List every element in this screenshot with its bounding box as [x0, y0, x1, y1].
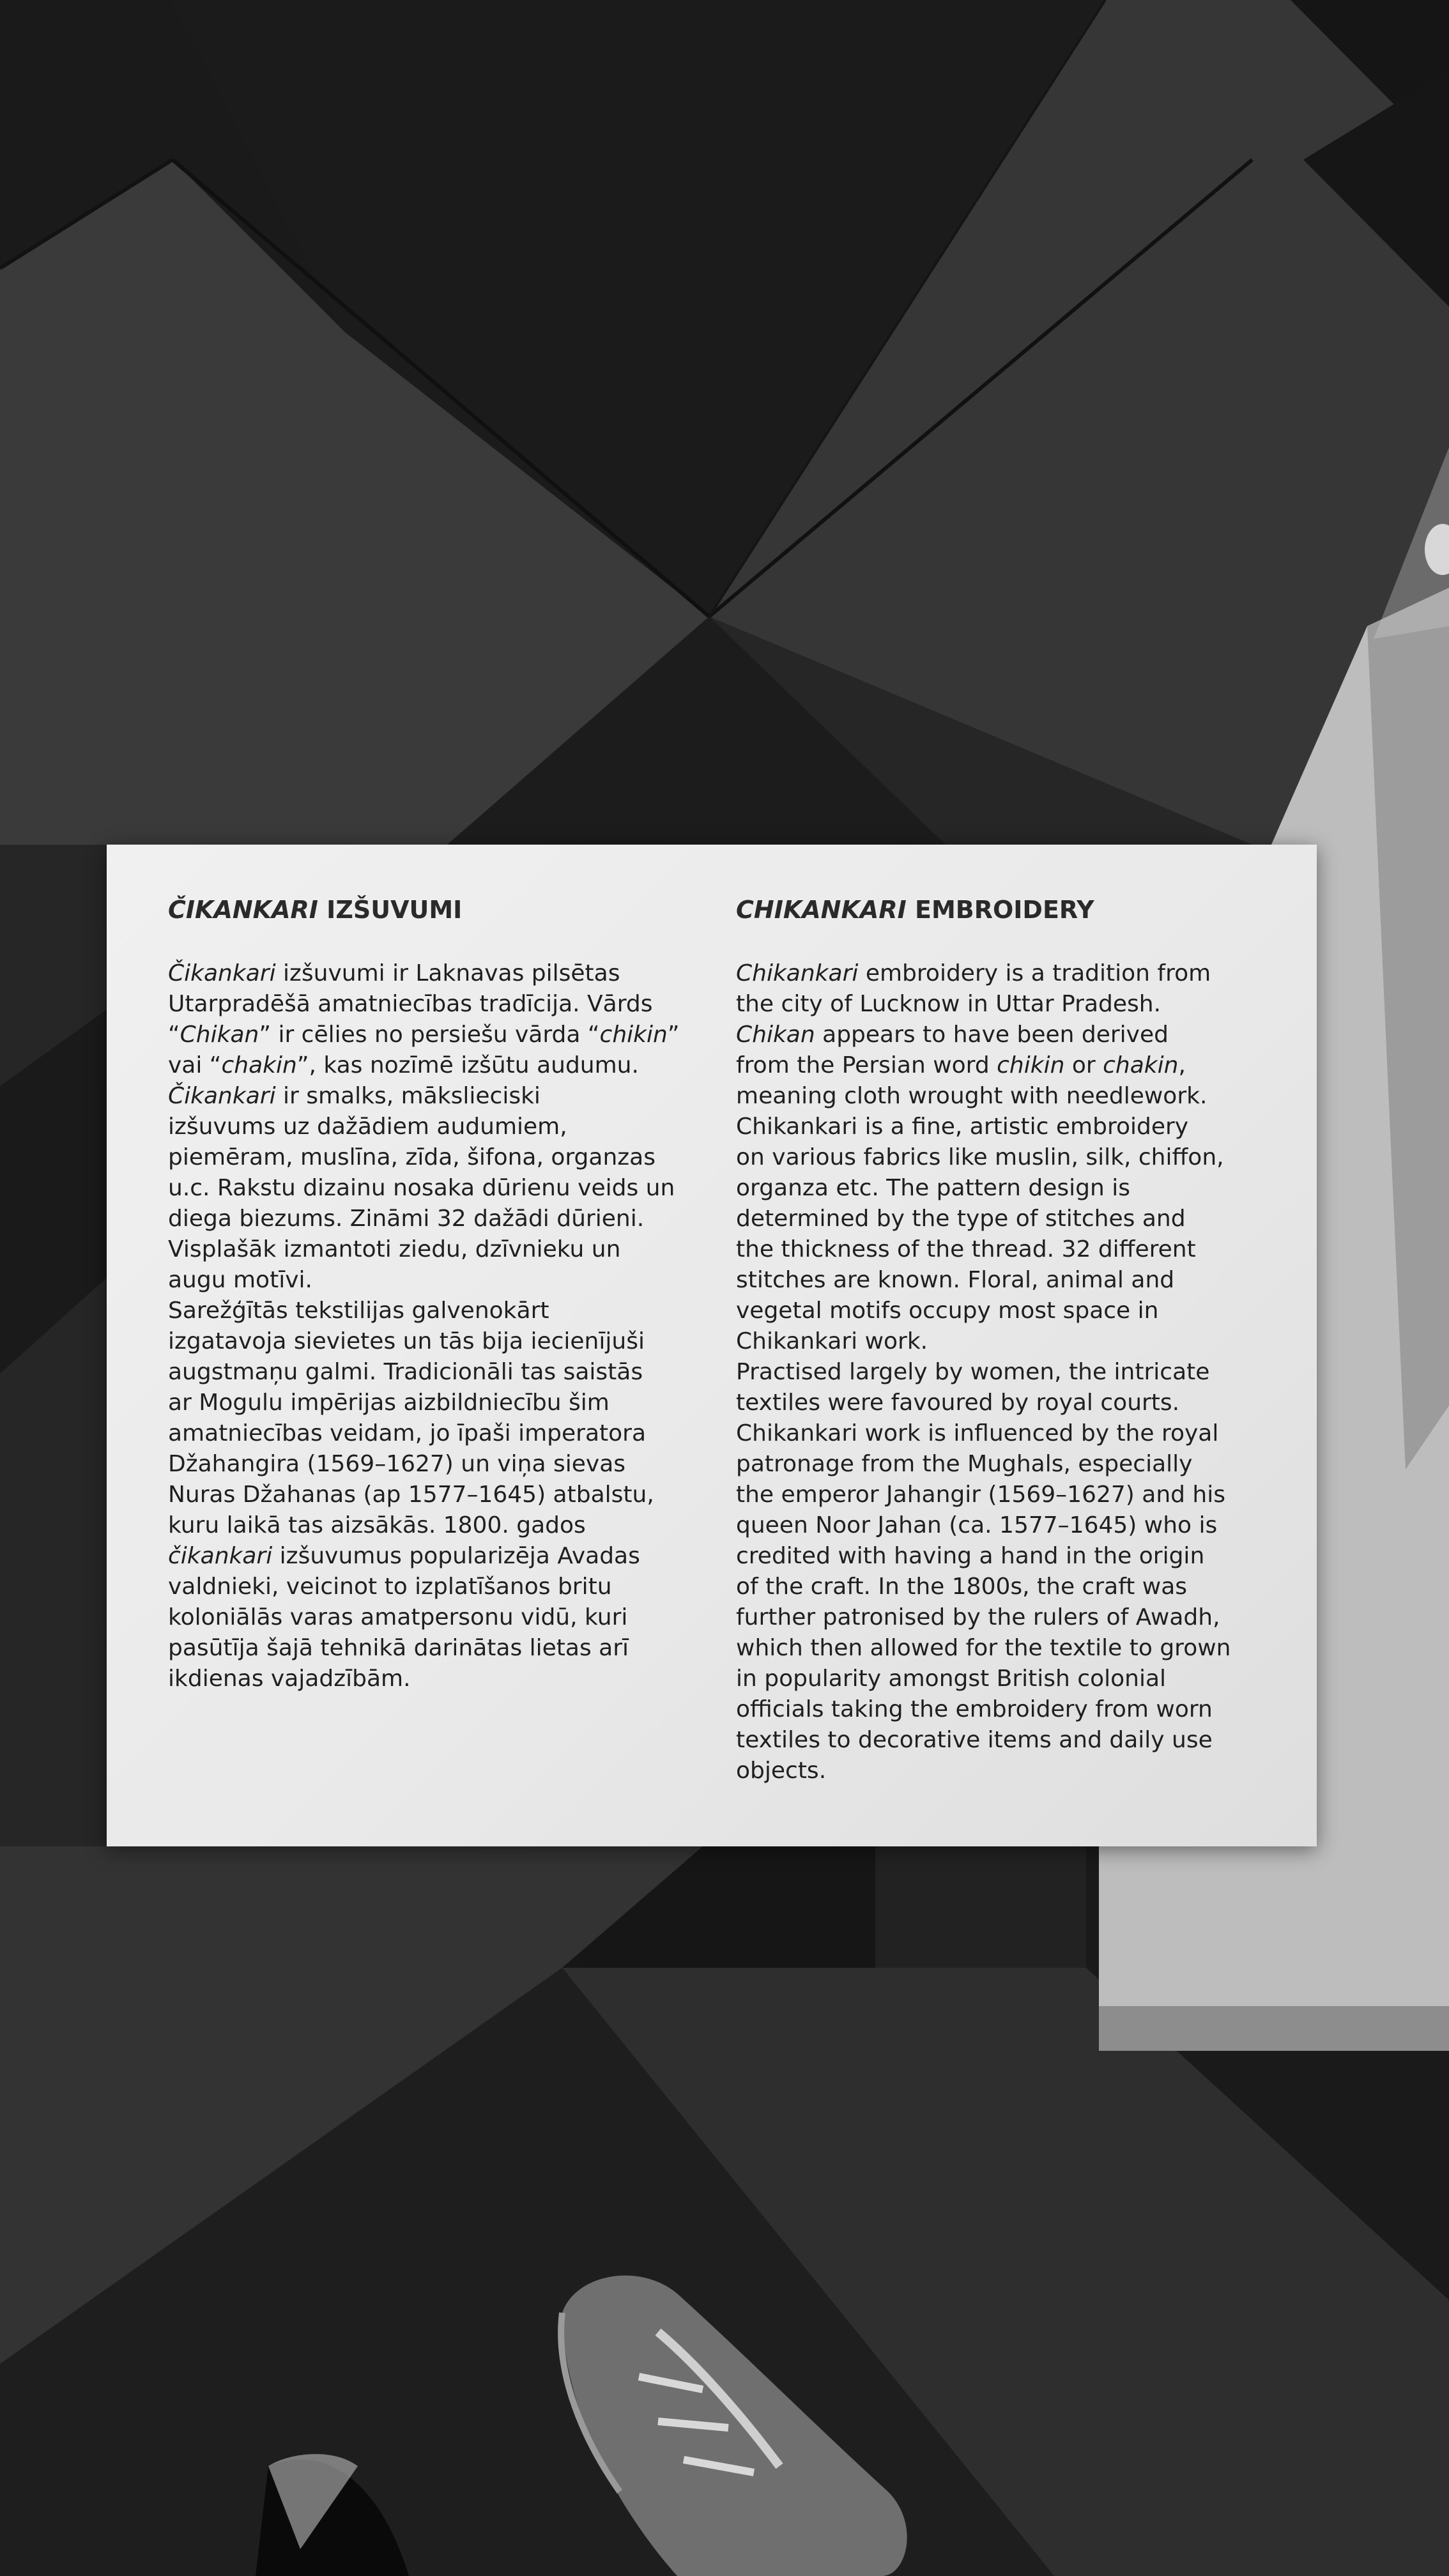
english-text-line — [736, 1265, 1230, 1296]
latvian-heading-rest: IZŠUVUMI — [318, 896, 463, 924]
english-text-line — [736, 1173, 1230, 1204]
latvian-text-run: koloniālās varas amatpersonu vidū, kuri — [168, 1604, 628, 1630]
latvian-heading-italic: ČIKANKARI — [168, 896, 318, 924]
latvian-text-run: ”, kas nozīmē izšūtu audumu. — [296, 1052, 639, 1078]
english-text-run: the thickness of the thread. 32 different — [736, 1236, 1196, 1262]
latvian-text-line — [168, 1418, 679, 1449]
latvian-text-line — [168, 1480, 679, 1510]
english-text-run: the city of Lucknow in Uttar Pradesh. — [736, 991, 1162, 1017]
english-text-line — [736, 1480, 1230, 1510]
english-text-line — [736, 1664, 1230, 1694]
english-italic-term: chikin — [997, 1052, 1065, 1078]
latvian-text-line — [168, 1081, 679, 1112]
english-text-run: of the craft. In the 1800s, the craft was — [736, 1574, 1188, 1600]
english-text-run: textiles to decorative items and daily use — [736, 1727, 1213, 1753]
latvian-heading — [168, 894, 462, 925]
latvian-italic-term: chikin — [599, 1022, 668, 1048]
english-text-line — [736, 1572, 1230, 1602]
latvian-italic-term: čikankari — [168, 1543, 273, 1569]
english-text-run: credited with having a hand in the origin — [736, 1543, 1205, 1569]
english-text-line — [736, 1449, 1230, 1480]
english-text-line — [736, 1081, 1230, 1112]
latvian-text-run: kuru laikā tas aizsākās. 1800. gados — [168, 1512, 586, 1538]
latvian-text-run: Nuras Džahanas (ap 1577–1645) atbalstu, — [168, 1482, 654, 1508]
latvian-body-text — [168, 958, 679, 1694]
latvian-italic-term: chakin — [221, 1052, 297, 1078]
latvian-text-run: izšuvumus popularizēja Avadas — [272, 1543, 640, 1569]
latvian-text-line — [168, 1142, 679, 1173]
latvian-text-run: valdnieki, veicinot to izplatīšanos britu — [168, 1574, 612, 1600]
latvian-text-line — [168, 1326, 679, 1357]
latvian-text-line — [168, 989, 679, 1020]
english-text-run: or — [1064, 1052, 1103, 1078]
latvian-text-line — [168, 1234, 679, 1265]
latvian-italic-term: Čikankari — [168, 960, 276, 986]
english-text-run: meaning cloth wrought with needlework. — [736, 1083, 1208, 1109]
latvian-text-run: ” ir cēlies no persiešu vārda “ — [259, 1022, 600, 1048]
latvian-text-line — [168, 1633, 679, 1664]
latvian-text-run: augstmaņu galmi. Tradicionāli tas saistās — [168, 1359, 643, 1385]
english-text-run: , — [1178, 1052, 1186, 1078]
latvian-text-run: ikdienas vajadzībām. — [168, 1666, 411, 1692]
latvian-text-line — [168, 1572, 679, 1602]
english-text-line — [736, 1204, 1230, 1234]
latvian-text-line — [168, 1204, 679, 1234]
english-text-line — [736, 1541, 1230, 1572]
english-text-run: further patronised by the rulers of Awadh, — [736, 1604, 1220, 1630]
english-italic-term: chakin — [1103, 1052, 1179, 1078]
english-text-run: objects. — [736, 1758, 827, 1784]
latvian-italic-term: Čikankari — [168, 1083, 276, 1109]
latvian-text-run: Džahangira (1569–1627) un viņa sievas — [168, 1451, 626, 1477]
english-text-line — [736, 1326, 1230, 1357]
english-text-line — [736, 1050, 1230, 1081]
latvian-text-run: izgatavoja sievietes un tās bija iecienījuši — [168, 1328, 645, 1354]
english-text-line — [736, 1602, 1230, 1633]
latvian-text-line — [168, 958, 679, 989]
latvian-text-line — [168, 1296, 679, 1326]
english-text-run: textiles were favoured by royal courts. — [736, 1390, 1180, 1416]
latvian-text-run: augu motīvi. — [168, 1267, 312, 1293]
latvian-text-line — [168, 1265, 679, 1296]
latvian-text-run: u.c. Rakstu dizainu nosaka dūrienu veids un — [168, 1175, 675, 1201]
english-text-line — [736, 1142, 1230, 1173]
english-text-run: embroidery is a tradition from — [858, 960, 1211, 986]
latvian-text-run: ar Mogulu impērijas aizbildniecību šim — [168, 1390, 610, 1416]
english-heading-italic: CHIKANKARI — [736, 896, 907, 924]
english-italic-term: Chikan — [736, 1022, 815, 1048]
english-text-line — [736, 1388, 1230, 1418]
latvian-text-line — [168, 1388, 679, 1418]
english-italic-term: Chikankari — [736, 960, 859, 986]
latvian-text-run: vai “ — [168, 1052, 222, 1078]
english-text-run: which then allowed for the textile to grown — [736, 1635, 1231, 1661]
latvian-text-run: diega biezums. Zināmi 32 dažādi dūrieni. — [168, 1206, 645, 1232]
latvian-italic-term: Chikan — [180, 1022, 259, 1048]
english-text-line — [736, 958, 1230, 989]
english-text-run: determined by the type of stitches and — [736, 1206, 1186, 1232]
english-text-run: Practised largely by women, the intricate — [736, 1359, 1210, 1385]
english-text-run: Chikankari work is influenced by the royal — [736, 1420, 1219, 1446]
latvian-text-run: amatniecības veidam, jo īpaši imperatora — [168, 1420, 647, 1446]
latvian-text-run: Utarpradēšā amatniecības tradīcija. Vārds — [168, 991, 653, 1017]
latvian-text-line — [168, 1020, 679, 1050]
english-text-run: the emperor Jahangir (1569–1627) and his — [736, 1482, 1226, 1508]
english-text-line — [736, 1510, 1230, 1541]
latvian-text-line — [168, 1050, 679, 1081]
latvian-text-run: ” — [667, 1022, 680, 1048]
latvian-text-run: “ — [168, 1022, 180, 1048]
english-heading — [736, 894, 1094, 925]
latvian-text-line — [168, 1510, 679, 1541]
english-text-run: in popularity amongst British colonial — [736, 1666, 1167, 1692]
english-text-run: Chikankari is a fine, artistic embroidery — [736, 1114, 1189, 1140]
english-text-line — [736, 1418, 1230, 1449]
english-text-run: patronage from the Mughals, especially — [736, 1451, 1193, 1477]
english-text-run: Chikankari work. — [736, 1328, 928, 1354]
latvian-text-line — [168, 1112, 679, 1142]
latvian-text-run: pasūtīja šajā tehnikā darinātas lietas arī — [168, 1635, 629, 1661]
english-text-run: stitches are known. Floral, animal and — [736, 1267, 1175, 1293]
english-text-line — [736, 1112, 1230, 1142]
english-text-run: officials taking the embroidery from worn — [736, 1696, 1213, 1722]
english-text-line — [736, 1357, 1230, 1388]
english-text-line — [736, 989, 1230, 1020]
english-text-line — [736, 1756, 1230, 1786]
exhibit-label-placard — [107, 845, 1317, 1846]
english-text-line — [736, 1234, 1230, 1265]
english-text-run: from the Persian word — [736, 1052, 997, 1078]
latvian-text-run: piemēram, muslīna, zīda, šifona, organzas — [168, 1144, 656, 1170]
english-heading-rest: EMBROIDERY — [906, 896, 1094, 924]
latvian-text-line — [168, 1541, 679, 1572]
english-text-run: organza etc. The pattern design is — [736, 1175, 1131, 1201]
english-text-run: queen Noor Jahan (ca. 1577–1645) who is — [736, 1512, 1218, 1538]
latvian-text-run: izšuvumi ir Laknavas pilsētas — [275, 960, 620, 986]
english-text-run: vegetal motifs occupy most space in — [736, 1298, 1159, 1324]
latvian-text-line — [168, 1449, 679, 1480]
latvian-text-run: Sarežģītās tekstilijas galvenokārt — [168, 1298, 549, 1324]
latvian-text-line — [168, 1602, 679, 1633]
latvian-text-run: ir smalks, mākslieciski — [275, 1083, 540, 1109]
english-text-line — [736, 1020, 1230, 1050]
english-text-line — [736, 1633, 1230, 1664]
english-text-line — [736, 1694, 1230, 1725]
latvian-text-line — [168, 1357, 679, 1388]
latvian-text-line — [168, 1664, 679, 1694]
latvian-text-run: Visplašāk izmantoti ziedu, dzīvnieku un — [168, 1236, 621, 1262]
english-text-line — [736, 1296, 1230, 1326]
english-body-text — [736, 958, 1230, 1786]
english-text-run: on various fabrics like muslin, silk, chiffon, — [736, 1144, 1224, 1170]
english-text-run: appears to have been derived — [815, 1022, 1169, 1048]
english-text-line — [736, 1725, 1230, 1756]
latvian-text-line — [168, 1173, 679, 1204]
latvian-text-run: izšuvums uz dažādiem audumiem, — [168, 1114, 567, 1140]
